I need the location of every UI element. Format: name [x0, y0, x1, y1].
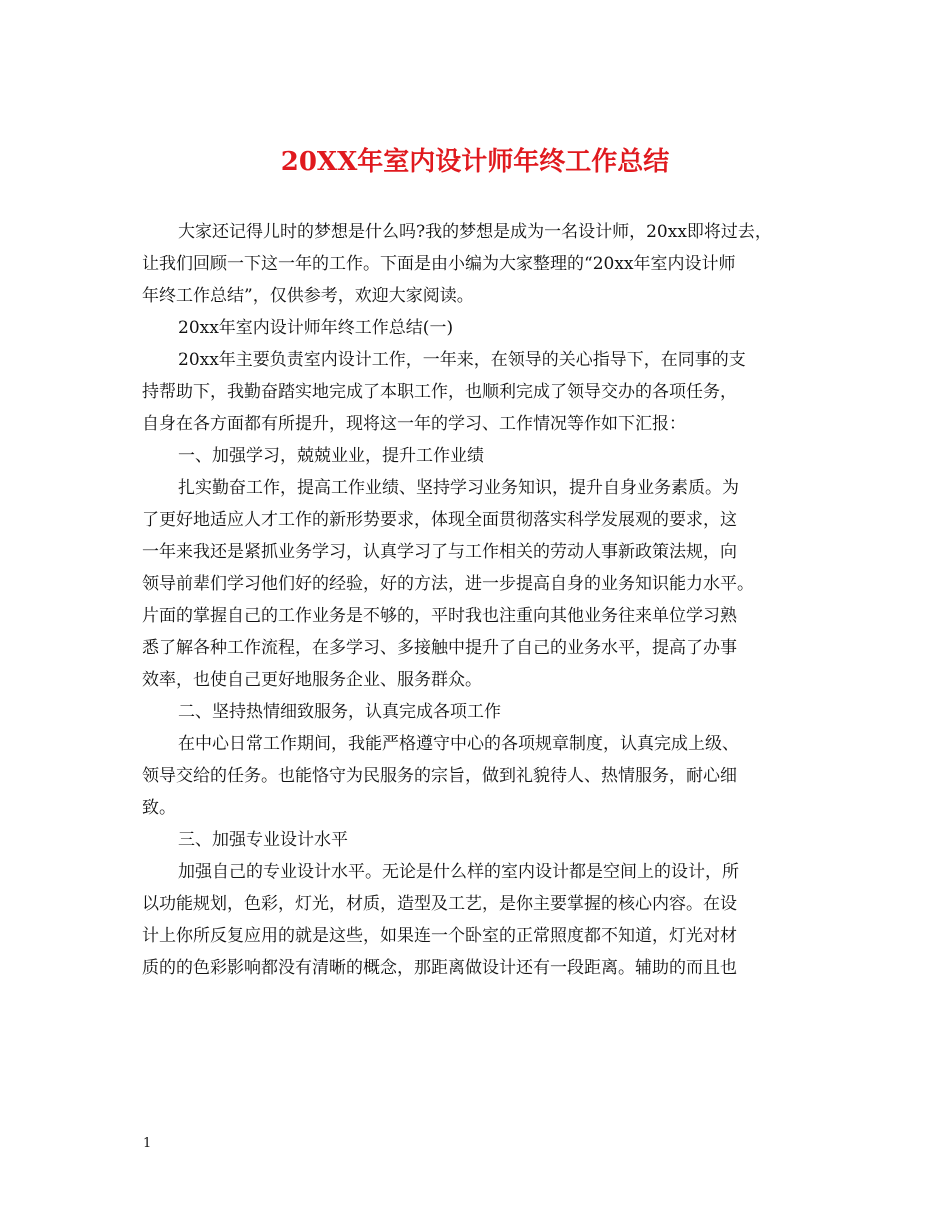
paragraph-line: 一年来我还是紧抓业务学习，认真学习了与工作相关的劳动人事新政策法规，向 [142, 542, 737, 562]
paragraph-line: 领导交给的任务。也能恪守为民服务的宗旨，做到礼貌待人、热情服务，耐心细 [142, 766, 737, 786]
paragraph-line: 大家还记得儿时的梦想是什么吗?我的梦想是成为一名设计师，20xx即将过去， [178, 222, 772, 242]
paragraph-line: 效率，也使自己更好地服务企业、服务群众。 [142, 670, 482, 690]
paragraph-line: 领导前辈们学习他们好的经验，好的方法，进一步提高自身的业务知识能力水平。 [142, 574, 754, 594]
paragraph-line: 扎实勤奋工作，提高工作业绩、坚持学习业务知识，提升自身业务素质。为 [178, 478, 739, 498]
section-heading: 二、坚持热情细致服务，认真完成各项工作 [178, 702, 501, 722]
paragraph-line: 20xx年主要负责室内设计工作，一年来，在领导的关心指导下，在同事的支 [178, 350, 746, 370]
paragraph-line: 质的的色彩影响都没有清晰的概念，那距离做设计还有一段距离。辅助的而且也 [142, 958, 737, 978]
paragraph-line: 加强自己的专业设计水平。无论是什么样的室内设计都是空间上的设计，所 [178, 862, 739, 882]
section-heading: 一、加强学习，兢兢业业，提升工作业绩 [178, 446, 484, 466]
paragraph-line: 以功能规划，色彩，灯光，材质，造型及工艺，是你主要掌握的核心内容。在设 [142, 894, 737, 914]
paragraph-line: 致。 [142, 798, 176, 818]
paragraph-line: 年终工作总结”，仅供参考，欢迎大家阅读。 [142, 286, 474, 306]
paragraph-line: 在中心日常工作期间，我能严格遵守中心的各项规章制度，认真完成上级、 [178, 734, 739, 754]
paragraph-line: 自身在各方面都有所提升，现将这一年的学习、工作情况等作如下汇报： [142, 414, 686, 434]
paragraph-line: 让我们回顾一下这一年的工作。下面是由小编为大家整理的“20xx年室内设计师 [142, 254, 736, 274]
page-number: 1 [143, 1136, 152, 1151]
section-heading: 20xx年室内设计师年终工作总结(一) [178, 318, 454, 338]
paragraph-line: 计上你所反复应用的就是这些，如果连一个卧室的正常照度都不知道，灯光对材 [142, 926, 737, 946]
document-title: 20XX年室内设计师年终工作总结 [280, 147, 670, 177]
section-heading: 三、加强专业设计水平 [178, 830, 348, 850]
document-body [142, 216, 822, 984]
paragraph-line: 片面的掌握自己的工作业务是不够的，平时我也注重向其他业务往来单位学习熟 [142, 606, 737, 626]
paragraph-line: 持帮助下，我勤奋踏实地完成了本职工作，也顺利完成了领导交办的各项任务， [142, 382, 737, 402]
paragraph-line: 了更好地适应人才工作的新形势要求，体现全面贯彻落实科学发展观的要求，这 [142, 510, 737, 530]
paragraph-line: 悉了解各种工作流程，在多学习、多接触中提升了自己的业务水平，提高了办事 [142, 638, 737, 658]
